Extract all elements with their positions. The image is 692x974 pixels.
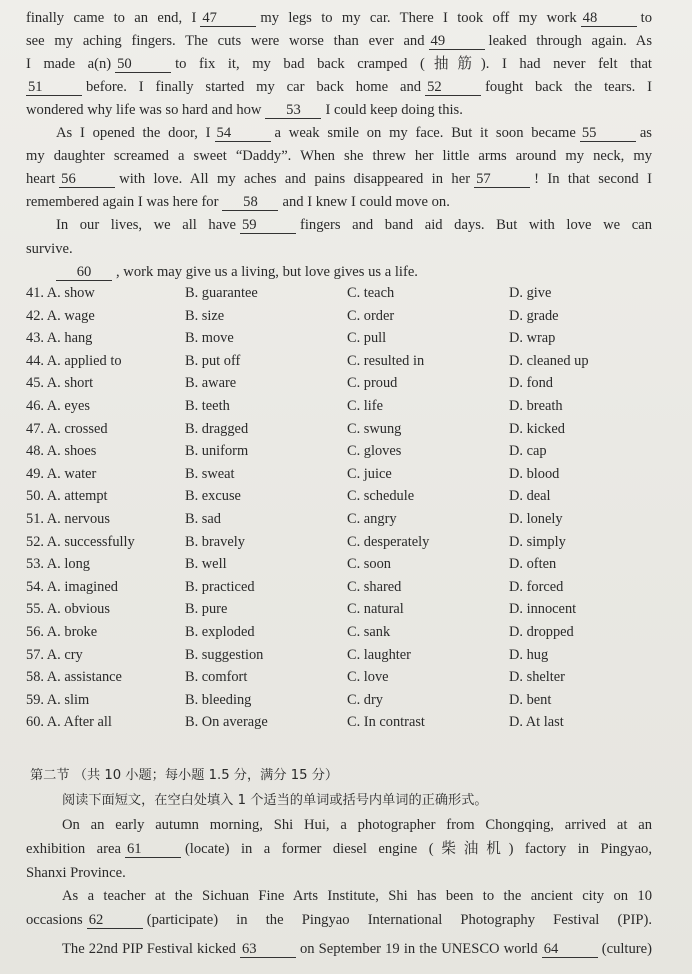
option-a: 51. A. nervous (26, 511, 110, 527)
passage-line: remembered again I was here for 58 and I knew I could move on. (26, 194, 450, 210)
option-b: B. aware (185, 375, 237, 392)
option-b: B. teeth (185, 398, 230, 414)
option-d: D. shelter (509, 669, 565, 686)
passage-line: In our lives, we all have 59 fingers and band aid days. But with love we can (56, 217, 653, 233)
option-d: D. kicked (509, 420, 565, 437)
option-a: 52. A. successfully (26, 533, 135, 550)
passage-line: The 22nd PIP Festival kicked 63 on September 19 in the UNESCO world 64 (culture) (62, 941, 652, 957)
option-a: 46. A. eyes (26, 398, 90, 414)
option-d: D. At last (509, 714, 564, 731)
option-a: 53. A. long (26, 556, 90, 573)
option-c: C. life (347, 398, 383, 414)
option-c: C. teach (347, 285, 395, 301)
option-c: C. sank (347, 624, 391, 640)
option-b: B. bleeding (185, 691, 252, 708)
option-c: C. natural (347, 601, 404, 618)
option-row (26, 511, 666, 533)
passage-line: wondered why life was so hard and how 53 I could keep doing this. (26, 102, 463, 118)
option-b: B. put off (185, 352, 241, 369)
option-c: C. laughter (347, 646, 411, 663)
option-row (26, 353, 666, 375)
answer-blank: 58 (222, 195, 278, 211)
passage-line: occasions 62 (participate) in the Pingyao International Photography Festival (PIP). (26, 912, 652, 928)
option-b: B. uniform (185, 443, 249, 460)
option-b: B. excuse (185, 488, 241, 505)
option-d: D. cleaned up (509, 352, 589, 369)
answer-blank: 47 (200, 11, 256, 27)
option-a: 45. A. short (26, 375, 94, 392)
option-d: D. cap (509, 443, 547, 460)
option-row (26, 647, 666, 669)
option-row (26, 601, 666, 623)
option-row (26, 714, 666, 736)
option-b: B. guarantee (185, 285, 258, 301)
option-a: 57. A. cry (26, 646, 83, 663)
option-d: D. breath (509, 398, 563, 414)
answer-blank: 52 (425, 80, 481, 96)
option-a: 47. A. crossed (26, 420, 108, 437)
passage-line: 60 , work may give us a living, but love gives us a life. (56, 263, 652, 281)
answer-blank: 51 (26, 80, 82, 96)
option-a: 50. A. attempt (26, 488, 108, 505)
option-d: D. innocent (509, 601, 577, 618)
option-row (26, 285, 666, 307)
answer-blank: 60 (56, 265, 112, 281)
option-d: D. simply (509, 533, 566, 550)
answer-blank: 61 (125, 842, 181, 858)
answer-blank: 48 (581, 11, 637, 27)
answer-blank: 56 (59, 172, 115, 188)
option-b: B. sad (185, 511, 221, 527)
option-d: D. hug (509, 646, 549, 663)
option-a: 59. A. slim (26, 691, 90, 708)
option-row (26, 398, 666, 420)
option-row (26, 330, 666, 352)
option-d: D. blood (509, 465, 560, 482)
passage-line: my daughter screamed a sweet “Daddy”. When she threw her little arms around my neck, my (26, 148, 652, 164)
option-d: D. fond (509, 375, 553, 392)
option-d: D. dropped (509, 624, 574, 640)
passage-line: heart 56 with love. All my aches and pains disappeared in her 57 ! In that second I (26, 171, 652, 187)
option-d: D. forced (509, 578, 564, 595)
option-b: B. size (185, 307, 225, 324)
option-b: B. exploded (185, 624, 255, 640)
answer-blank: 57 (474, 172, 530, 188)
option-c: C. In contrast (347, 714, 425, 731)
option-a: 44. A. applied to (26, 352, 122, 369)
option-b: B. practiced (185, 578, 255, 595)
option-row (26, 624, 666, 646)
option-d: D. lonely (509, 511, 563, 527)
option-a: 49. A. water (26, 465, 97, 482)
answer-blank: 49 (429, 34, 485, 50)
answer-blank: 62 (87, 913, 143, 929)
answer-blank: 55 (580, 126, 636, 142)
option-a: 58. A. assistance (26, 669, 122, 686)
option-c: C. love (347, 669, 389, 686)
option-b: B. well (185, 556, 227, 573)
option-b: B. pure (185, 601, 228, 618)
option-row (26, 534, 666, 556)
option-a: 42. A. wage (26, 307, 95, 324)
option-a: 48. A. shoes (26, 443, 97, 460)
section-heading: 第二节 （共 10 小题；每小题 1.5 分，满分 15 分） (30, 768, 339, 783)
option-c: C. resulted in (347, 352, 425, 369)
passage-line: I made a(n) 50 to fix it, my bad back cramped (抽筋). I had never felt that (26, 56, 652, 72)
option-c: C. angry (347, 511, 397, 527)
passage-line: Shanxi Province. (26, 865, 126, 881)
passage-line: On an early autumn morning, Shi Hui, a photographer from Chongqing, arrived at an (62, 817, 652, 833)
section-instruction: 阅读下面短文，在空白处填入 1 个适当的单词或括号内单词的正确形式。 (62, 793, 488, 808)
answer-blank: 64 (542, 942, 598, 958)
passage-line: As a teacher at the Sichuan Fine Arts Institute, Shi has been to the ancient city on 10 (62, 888, 652, 904)
option-row (26, 579, 666, 601)
answer-blank: 63 (240, 942, 296, 958)
option-row (26, 421, 666, 443)
option-b: B. comfort (185, 669, 248, 686)
option-c: C. swung (347, 420, 402, 437)
option-b: B. On average (185, 714, 268, 731)
option-row (26, 692, 666, 714)
option-b: B. sweat (185, 465, 235, 482)
option-c: C. pull (347, 330, 387, 347)
option-d: D. often (509, 556, 557, 573)
option-d: D. deal (509, 488, 551, 505)
option-a: 43. A. hang (26, 330, 93, 347)
option-c: C. gloves (347, 443, 402, 460)
answer-blank: 53 (265, 103, 321, 119)
option-d: D. give (509, 285, 552, 301)
passage-line: As I opened the door, I 54 a weak smile on my face. But it soon became 55 as (56, 125, 652, 141)
passage-line: survive. (26, 241, 73, 257)
option-a: 41. A. show (26, 285, 95, 301)
option-row (26, 375, 666, 397)
option-c: C. proud (347, 375, 398, 392)
option-row (26, 556, 666, 578)
option-c: C. juice (347, 465, 392, 482)
option-a: 56. A. broke (26, 624, 98, 640)
option-c: C. order (347, 307, 395, 324)
option-d: D. bent (509, 691, 552, 708)
option-row (26, 308, 666, 330)
option-d: D. wrap (509, 330, 556, 347)
answer-blank: 59 (240, 218, 296, 234)
option-row (26, 443, 666, 465)
option-b: B. bravely (185, 533, 245, 550)
option-a: 60. A. After all (26, 714, 112, 731)
option-b: B. move (185, 330, 234, 347)
option-c: C. shared (347, 578, 402, 595)
option-c: C. schedule (347, 488, 415, 505)
option-d: D. grade (509, 307, 559, 324)
option-row (26, 488, 666, 510)
option-c: C. desperately (347, 533, 430, 550)
option-c: C. soon (347, 556, 391, 573)
option-b: B. dragged (185, 420, 249, 437)
passage-line: finally came to an end, I 47 my legs to my car. There I took off my work 48 to (26, 10, 652, 26)
option-row (26, 466, 666, 488)
passage-line: exhibition area 61 (locate) in a former diesel engine (柴油机) factory in Pingyao, (26, 841, 652, 857)
passage-line: see my aching fingers. The cuts were worse than ever and 49 leaked through again. As (26, 33, 652, 49)
answer-blank: 54 (215, 126, 271, 142)
passage-line: 51 before. I finally started my car back home and 52 fought back the tears. I (28, 79, 652, 95)
option-a: 55. A. obvious (26, 601, 110, 618)
option-a: 54. A. imagined (26, 578, 118, 595)
option-row (26, 669, 666, 691)
option-b: B. suggestion (185, 646, 264, 663)
option-c: C. dry (347, 691, 383, 708)
answer-blank: 50 (115, 57, 171, 73)
